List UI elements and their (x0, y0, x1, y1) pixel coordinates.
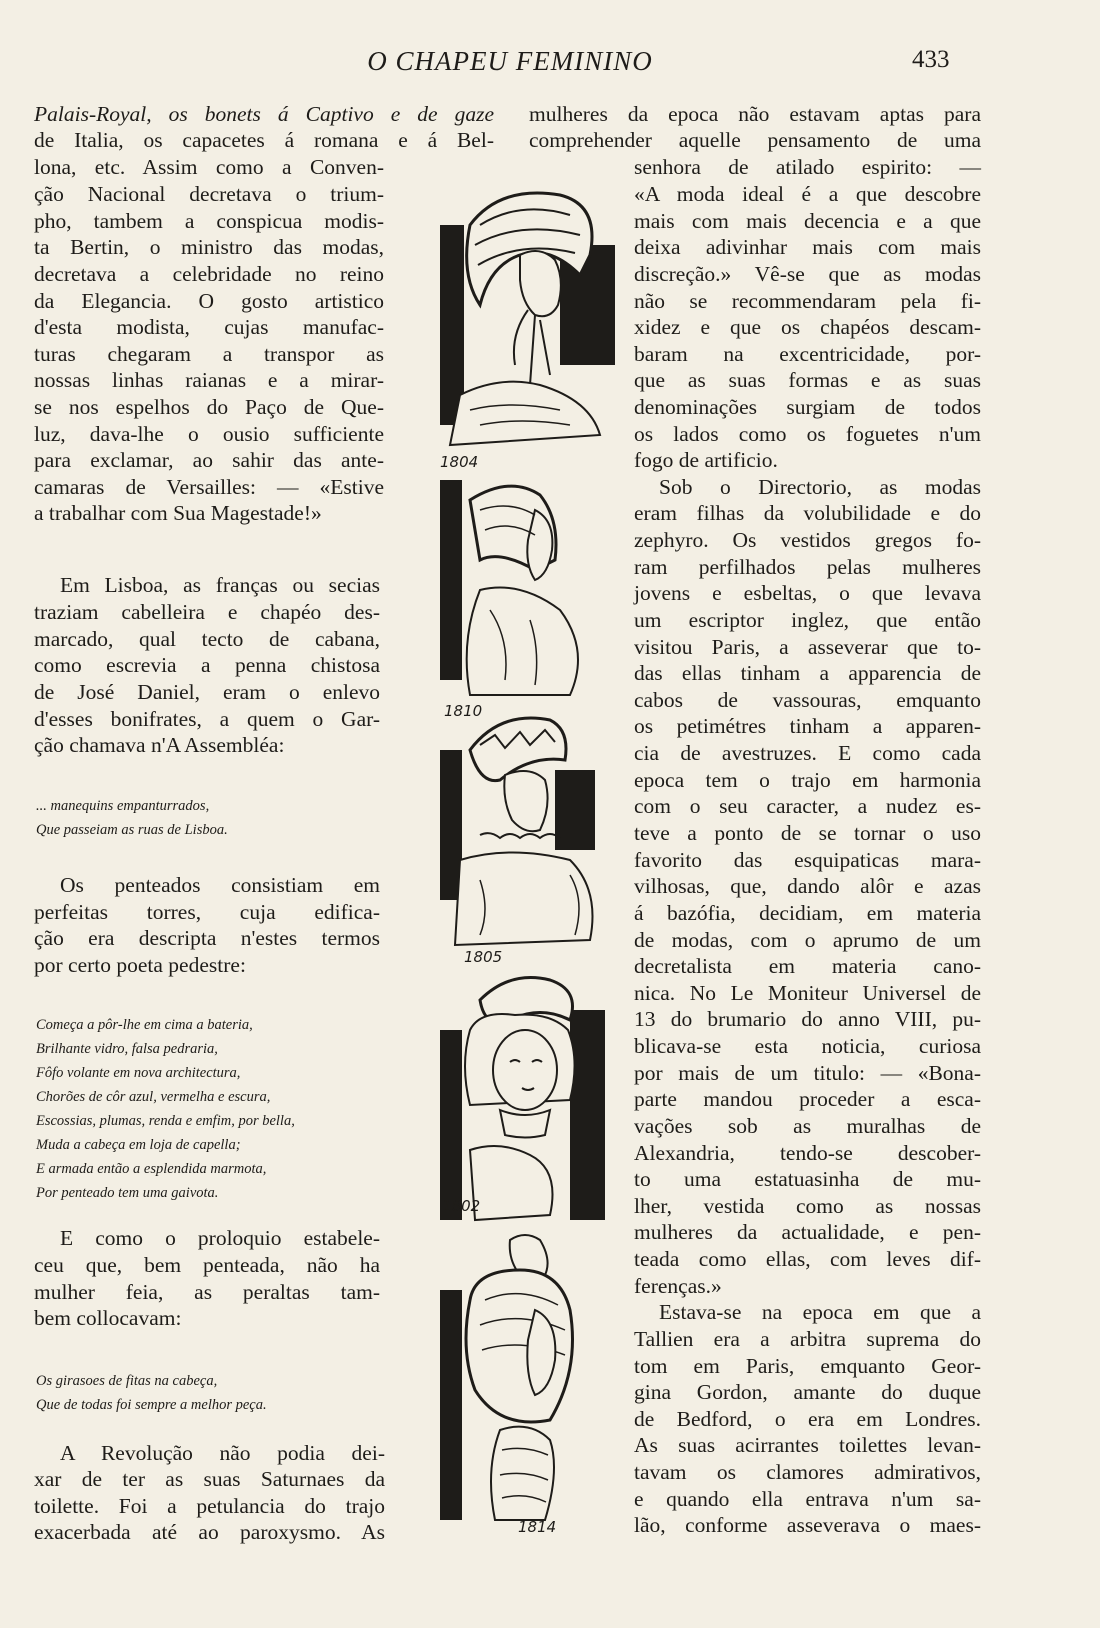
right-line: Estava-se na epoca em que a (659, 1300, 981, 1324)
left-line: d'esta modista, cujas manufac- (34, 315, 384, 339)
right-line: Alexandria, tendo-se descober- (634, 1141, 981, 1165)
year-label: 1805 (464, 948, 503, 966)
right-line: jovens e esbeltas, o que levava (634, 581, 981, 605)
left-line: de Italia, os capacetes á romana e á Bel- (34, 128, 494, 152)
verse-line: Escossias, plumas, renda e emfim, por bella, (36, 1113, 295, 1129)
left-line: da Elegancia. O gosto artistico (34, 289, 384, 313)
right-line: denominações surgiam de todos (634, 395, 981, 419)
right-line: decretalista em materia cano- (634, 954, 981, 978)
left-line: perfeitas torres, cuja edifica- (34, 900, 380, 924)
right-line: mulheres da epoca não estavam aptas para (529, 102, 981, 126)
bonnet-1814-illustration (440, 1230, 615, 1530)
right-line: senhora de atilado espirito: — (634, 155, 981, 179)
right-line: eram filhas da volubilidade e do (634, 501, 981, 525)
left-line: se nos espelhos do Paço de Que- (34, 395, 384, 419)
right-line: e quando ella entrava n'um sa- (634, 1487, 981, 1511)
right-line: visitou Paris, a asseverar que to- (634, 635, 981, 659)
right-line: mulheres da actualidade, e pen- (634, 1220, 981, 1244)
verse-line: Que passeiam as ruas de Lisboa. (36, 822, 228, 838)
right-line: de modas, com o aprumo de um (634, 928, 981, 952)
right-line: cia de avestruzes. E como cada (634, 741, 981, 765)
left-line: marcado, qual tecto de cabana, (34, 627, 380, 651)
right-line: parte mandou proceder a esca- (634, 1087, 981, 1111)
left-line: nossas linhas raianas e a mirar- (34, 368, 384, 392)
right-line: Sob o Directorio, as modas (659, 475, 981, 499)
year-label: 1814 (518, 1518, 557, 1536)
right-line: nica. No Le Moniteur Universel de (634, 981, 981, 1005)
bonnet-1804-illustration (440, 185, 615, 475)
left-line: ção era descripta n'estes termos (34, 926, 380, 950)
verse-line: E armada então a esplendida marmota, (36, 1161, 267, 1177)
right-line: gina Gordon, amante do duque (634, 1380, 981, 1404)
right-line: zephyro. Os vestidos gregos fo- (634, 528, 981, 552)
left-line: Os penteados consistiam em (60, 873, 380, 897)
right-line: xidez e que os chapéos descam- (634, 315, 981, 339)
left-line: xar de ter as suas Saturnaes da (34, 1467, 385, 1491)
verse-line: Por penteado tem uma gaivota. (36, 1185, 219, 1201)
verse-line: Fôfo volante em nova architectura, (36, 1065, 241, 1081)
left-line: ceu que, bem penteada, não ha (34, 1253, 380, 1277)
right-line: teve a ponto de se tornar o uso (634, 821, 981, 845)
right-line: vilhosas, que, dando alôr e azas (634, 874, 981, 898)
page-title: O CHAPEU FEMININO (367, 46, 653, 76)
page-number: 433 (912, 46, 950, 73)
right-line: os petimétres tinham a apparen- (634, 714, 981, 738)
right-line: de Bedford, o era em Londres. (634, 1407, 981, 1431)
left-line: d'esses bonifrates, a quem o Gar- (34, 707, 380, 731)
verse-line: Chorões de côr azul, vermelha e escura, (36, 1089, 271, 1105)
left-line: lona, etc. Assim como a Conven- (34, 155, 384, 179)
left-line: ção Nacional decretava o trium- (34, 182, 384, 206)
left-line: toilette. Foi a petulancia do trajo (34, 1494, 385, 1518)
verse-line: Brilhante vidro, falsa pedraria, (36, 1041, 218, 1057)
left-line: E como o proloquio estabele- (60, 1226, 380, 1250)
left-line: pho, tambem a conspicua modis- (34, 209, 384, 233)
right-line: 13 do brumario do anno VIII, pu- (634, 1007, 981, 1031)
right-line: teada como ellas, com leves dif- (634, 1247, 981, 1271)
left-line: traziam cabelleira e chapéo des- (34, 600, 380, 624)
left-line: por certo poeta pedestre: (34, 953, 246, 977)
right-line: cabos de vassouras, emquanto (634, 688, 981, 712)
left-line: A Revolução não podia dei- (60, 1441, 385, 1465)
right-line: mais com mais decencia e a que (634, 209, 981, 233)
left-line: a trabalhar com Sua Magestade!» (34, 501, 322, 525)
right-line: tavam os clamores admirativos, (634, 1460, 981, 1484)
right-line: comprehender aquelle pensamento de uma (529, 128, 981, 152)
verse-line: Os girasoes de fitas na cabeça, (36, 1373, 218, 1389)
right-line: ferenças.» (634, 1274, 722, 1298)
bonnet-1805-illustration (440, 710, 615, 965)
left-line: mulher feia, as peraltas tam- (34, 1280, 380, 1304)
right-line: lher, vestida como as nossas (634, 1194, 981, 1218)
bonnet-illustration-column (440, 185, 615, 1545)
year-label: 1810 (444, 702, 483, 720)
right-line: favorito das esquipaticas mara- (634, 848, 981, 872)
right-line: vações sob as muralhas de (634, 1114, 981, 1138)
right-line: «A moda ideal é a que descobre (634, 182, 981, 206)
right-line: ram perfilhados pelas mulheres (634, 555, 981, 579)
right-line: to uma estatuasinha de mu- (634, 1167, 981, 1191)
right-line: das ellas tinham a apparencia de (634, 661, 981, 685)
left-line: ção chamava n'A Assembléa: (34, 733, 285, 757)
verse-line: Que de todas foi sempre a melhor peça. (36, 1397, 267, 1413)
year-label: 1804 (440, 453, 479, 471)
left-line: camaras de Versailles: — «Estive (34, 475, 384, 499)
right-line: não se recommendaram pela fi- (634, 289, 981, 313)
right-line: com o seu caracter, a nudez es- (634, 794, 981, 818)
right-line: Tallien era a arbitra suprema do (634, 1327, 981, 1351)
verse-line: Muda a cabeça em loja de capella; (36, 1137, 241, 1153)
left-line: Em Lisboa, as franças ou secias (60, 573, 380, 597)
right-line: os lados como os foguetes n'um (634, 422, 981, 446)
left-line: Palais-Royal, os bonets á Captivo e de gaze (34, 102, 494, 126)
right-line: que as suas formas e as suas (634, 368, 981, 392)
left-line: luz, dava-lhe o ousio sufficiente (34, 422, 384, 446)
right-line: epoca tem o trajo em harmonia (634, 768, 981, 792)
left-line: para exclamar, ao sahir das ante- (34, 448, 384, 472)
left-line: como escrevia a penna chistosa (34, 653, 380, 677)
right-line: lão, conforme asseverava o maes- (634, 1513, 981, 1537)
right-line: fogo de artificio. (634, 448, 778, 472)
right-line: blicava-se esta noticia, curiosa (634, 1034, 981, 1058)
right-line: um escriptor inglez, que então (634, 608, 981, 632)
right-line: discreção.» Vê-se que as modas (634, 262, 981, 286)
left-line: turas chegaram a transpor as (34, 342, 384, 366)
running-head (0, 44, 1100, 84)
right-line: á bazófia, decidiam, em materia (634, 901, 981, 925)
year-label: 1802 (442, 1197, 481, 1215)
left-line: decretava a celebridade no reino (34, 262, 384, 286)
bonnet-1810-illustration (440, 480, 615, 705)
verse-line: ... manequins empanturrados, (36, 798, 210, 814)
verse-line: Começa a pôr-lhe em cima a bateria, (36, 1017, 253, 1033)
left-line: de José Daniel, eram o enlevo (34, 680, 380, 704)
bonnet-1802-illustration (440, 970, 615, 1225)
left-line: exacerbada até ao paroxysmo. As (34, 1520, 385, 1544)
right-line: baram na excentricidade, por- (634, 342, 981, 366)
right-line: deixa adivinhar mais com mais (634, 235, 981, 259)
right-line: por mais de um titulo: — «Bona- (634, 1061, 981, 1085)
right-line: As suas acirrantes toilettes levan- (634, 1433, 981, 1457)
left-line: bem collocavam: (34, 1306, 182, 1330)
right-line: tom em Paris, emquanto Geor- (634, 1354, 981, 1378)
left-line: ta Bertin, o ministro das modas, (34, 235, 384, 259)
